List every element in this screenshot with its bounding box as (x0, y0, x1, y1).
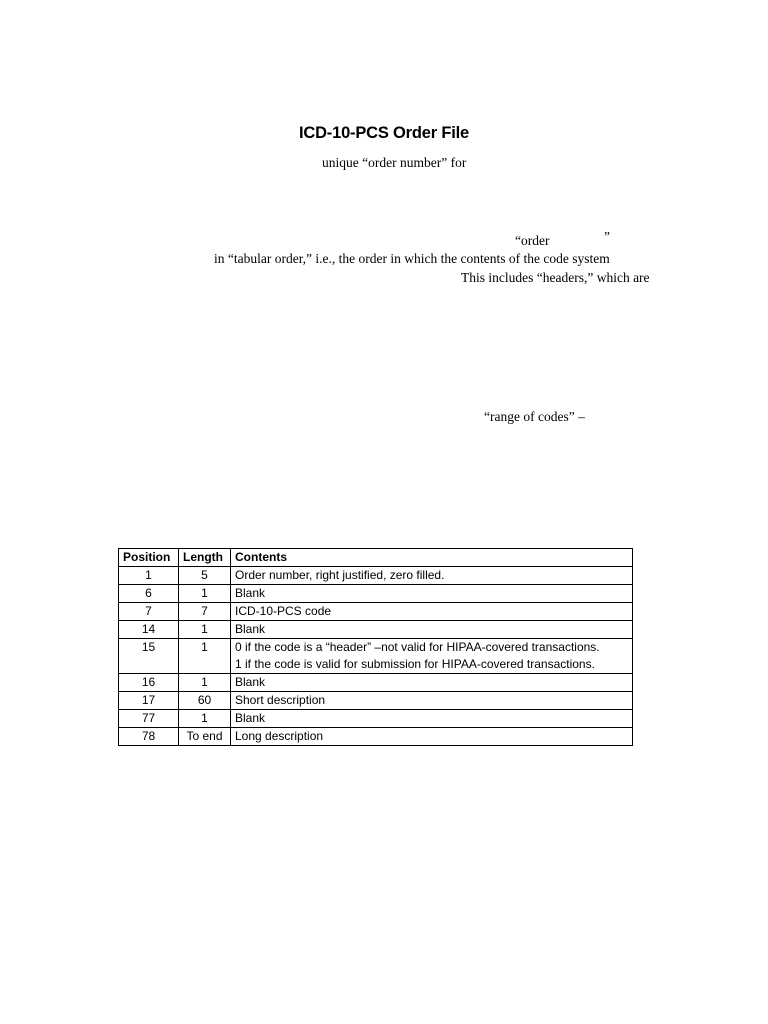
cell-contents (231, 585, 633, 603)
text-fragment-tabular-order: in “tabular order,” i.e., the order in which the contents of the code system (214, 251, 610, 266)
text-fragment-order-open: “order (515, 233, 550, 248)
cell-length: To end (179, 728, 231, 746)
cell-length: 1 (179, 621, 231, 639)
cell-contents (231, 728, 633, 746)
cell-contents (231, 674, 633, 692)
cell-contents-line: 0 if the code is a “header” –not valid for HIPAA-covered transactions. (235, 640, 600, 654)
table-body (119, 567, 633, 746)
cell-length: 7 (179, 603, 231, 621)
cell-contents (231, 639, 633, 674)
cell-contents (231, 710, 633, 728)
cell-contents (231, 692, 633, 710)
cell-contents-line: 1 if the code is valid for submission for HIPAA-covered transactions. (235, 657, 595, 671)
cell-contents-line: ICD-10-PCS code (235, 604, 332, 618)
text-fragment-order-close: ” (604, 229, 610, 244)
cell-length: 1 (179, 674, 231, 692)
cell-length: 1 (179, 710, 231, 728)
column-header-position: Position (119, 549, 179, 567)
cell-position: 77 (119, 710, 179, 728)
text-fragment-order-number: unique “order number” for (322, 155, 467, 170)
table-row (119, 728, 633, 746)
table-row (119, 585, 633, 603)
cell-contents-line: Blank (235, 675, 266, 689)
cell-contents-line: Long description (235, 729, 324, 743)
cell-position: 16 (119, 674, 179, 692)
cell-position: 14 (119, 621, 179, 639)
table-row (119, 692, 633, 710)
column-header-contents: Contents (231, 549, 633, 567)
table-row (119, 567, 633, 585)
table-row (119, 621, 633, 639)
cell-length: 1 (179, 639, 231, 674)
cell-position: 17 (119, 692, 179, 710)
page-title: ICD-10-PCS Order File (298, 124, 469, 142)
cell-contents-line: Blank (235, 622, 266, 636)
cell-contents (231, 621, 633, 639)
cell-contents-line: Order number, right justified, zero filled. (235, 568, 445, 582)
text-fragment-range-of-codes: “range of codes” – (484, 409, 585, 424)
table-row (119, 603, 633, 621)
text-fragment-headers: This includes “headers,” which are (461, 270, 650, 285)
cell-contents (231, 603, 633, 621)
table-header-row (119, 549, 633, 567)
cell-length: 1 (179, 585, 231, 603)
cell-contents (231, 567, 633, 585)
cell-position: 1 (119, 567, 179, 585)
table-row (119, 674, 633, 692)
table-row (119, 710, 633, 728)
cell-position: 6 (119, 585, 179, 603)
cell-position: 7 (119, 603, 179, 621)
cell-position: 15 (119, 639, 179, 674)
column-header-length: Length (179, 549, 231, 567)
table-row (119, 639, 633, 674)
cell-position: 78 (119, 728, 179, 746)
cell-contents-line: Blank (235, 711, 266, 725)
cell-length: 60 (179, 692, 231, 710)
cell-length: 5 (179, 567, 231, 585)
cell-contents-line: Blank (235, 586, 266, 600)
cell-contents-line: Short description (235, 693, 326, 707)
file-format-table (118, 548, 633, 746)
